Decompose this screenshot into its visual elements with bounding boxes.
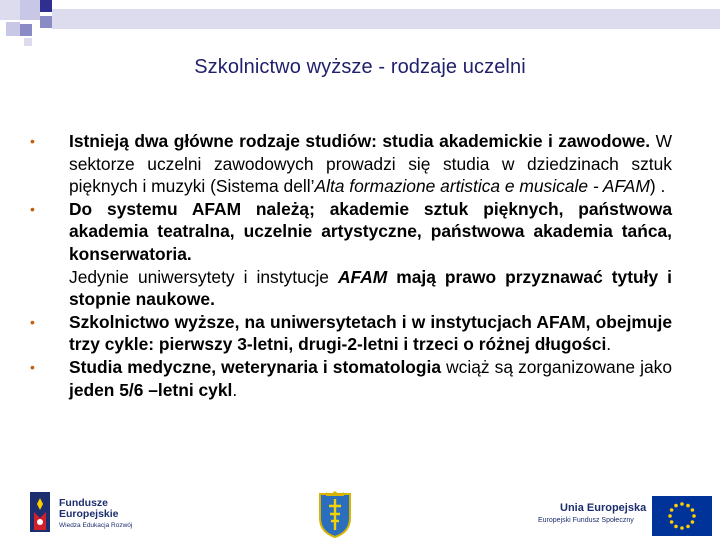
list-item [30,130,672,198]
list-item [30,311,672,356]
header-bar [52,9,720,29]
text-bold: Istnieją dwa główne rodzaje studiów: studia akademickie i zawodowe. [69,131,651,151]
list-item [30,198,672,311]
text-bold: mają prawo przyznawać tytuły i stopnie naukowe. [69,266,672,310]
bullet: • [30,358,35,375]
slide-title: Szkolnictwo wyższe - rodzaje uczelni [194,56,526,78]
list-item [30,356,672,401]
footer-logos [0,488,720,540]
item-text [69,356,672,401]
deco-square [6,22,20,36]
deco-square [40,16,52,28]
text-normal: . [232,379,238,400]
text-normal: . [606,334,612,355]
text-bold-italic: AFAM [337,266,388,287]
bullet: • [30,133,35,149]
text-bold: jeden 5/6 –letni cykl [69,379,233,400]
fe-line2: Europejskie [59,508,119,520]
ue-line2: Europejski Fundusz Społeczny [538,517,634,524]
eu-flag-icon [652,496,712,536]
bullet-list [30,130,672,401]
fe-line3: Wiedza Edukacja Rozwój [59,522,133,529]
text-normal: W sektorze uczelni zawodowych prowadzi się studia w dziedzinach sztuk pięknych i muzyki (Sistema dell’ [69,131,672,197]
deco-square [40,0,52,12]
text-bold: Do systemu AFAM należą; akademie sztuk pięknych, państwowa akademia teatralna, uczelnie artystyczne, państwowa akademia tańca, konserwatoria. [69,198,672,264]
fundusze-europejskie-logo [30,492,170,538]
decorative-header [0,0,720,48]
deco-square [20,24,32,36]
ue-line1: Unia Europejska [560,502,647,514]
fe-line1: Fundusze [59,497,108,509]
deco-square [24,38,32,46]
text-bold: Studia medyczne, weterynaria i stomatologia [69,356,442,377]
text-normal: ) . [649,176,666,197]
text-normal: Jedynie uniwersytety i instytucje [69,266,338,287]
item-text [69,130,672,198]
text-normal: wciąż są zorganizowane jako [441,356,673,377]
item-continuation [69,266,672,311]
text-bold: Szkolnictwo wyższe, na uniwersytetach i w instytucjach AFAM, obejmuje trzy cykle: pierwszy 3-letni, drugi-2-letni i trzeci o różnej długości [69,311,672,355]
bullet: • [30,313,35,330]
text-italic: Alta formazione artistica e musicale - AFAM [314,176,650,197]
coat-of-arms-icon [318,490,352,538]
deco-square [0,0,20,20]
unia-europejska-logo [538,500,718,540]
fe-logo-icon [30,492,50,532]
deco-square [20,0,40,20]
bullet: • [30,200,35,217]
item-text [69,311,672,356]
item-text [69,198,672,266]
